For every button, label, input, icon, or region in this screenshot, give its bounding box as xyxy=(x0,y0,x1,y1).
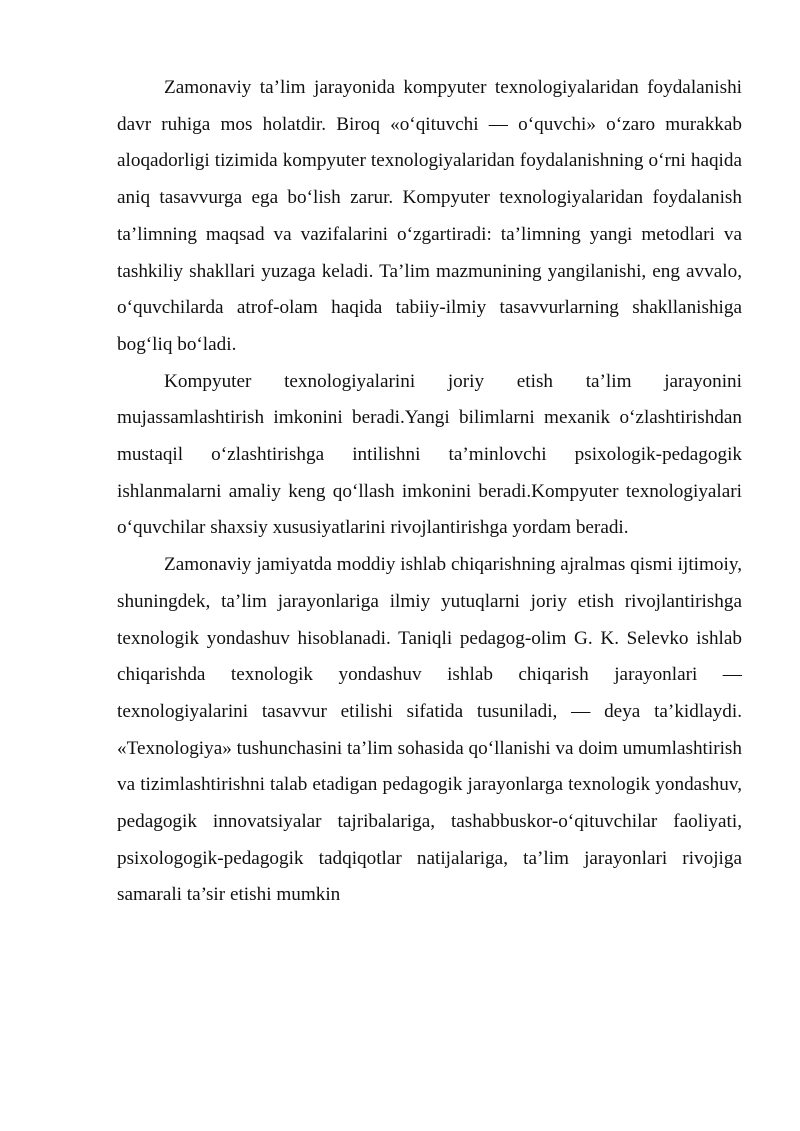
document-page xyxy=(117,70,742,914)
paragraph-1: Zamonaviy ta’lim jarayonida kompyuter texnologiyalaridan foydalanishi davr ruhiga mos holatdir. Biroq «o‘qituvchi — o‘quvchi» o‘zaro murakkab aloqadorligi tizimida kompyuter texnologiyalaridan foydalanishning o‘rni haqida aniq tasavvurga ega bo‘lish zarur. Kompyuter texnologiyalaridan foydalanish ta’limning maqsad va vazifalarini o‘zgartiradi: ta’limning yangi metodlari va tashkiliy shakllari yuzaga keladi. Ta’lim mazmunining yangilanishi, eng avvalo, o‘quvchilarda atrof-olam haqida tabiiy-ilmiy tasavvurlarning shakllanishiga bog‘liq bo‘ladi. xyxy=(117,77,742,355)
paragraph-3: Zamonaviy jamiyatda moddiy ishlab chiqarishning ajralmas qismi ijtimoiy, shuningdek, ta’lim jarayonlariga ilmiy yutuqlarni joriy etish rivojlantirishga texnologik yondashuv hisoblanadi. Taniqli pedagog-olim G. K. Selevko ishlab chiqarishda texnologik yondashuv ishlab chiqarish jarayonlari — texnologiyalarini tasavvur etilishi sifatida tusuniladi, — deya ta’kidlaydi. «Texnologiya» tushunchasini ta’lim sohasida qo‘llanishi va doim umumlashtirish va tizimlashtirishni talab etadigan pedagogik jarayonlarga texnologik yondashuv, pedagogik innovatsiyalar tajribalariga, tashabbuskor-o‘qituvchilar faoliyati, psixologogik-pedagogik tadqiqotlar natijalariga, ta’lim jarayonlari rivojiga samarali ta’sir etishi mumkin xyxy=(117,554,742,906)
paragraph-2: Kompyuter texnologiyalarini joriy etish ta’lim jarayonini mujassamlashtirish imkonini beradi.Yangi bilimlarni mexanik o‘zlashtirishdan mustaqil o‘zlashtirishga intilishni ta’minlovchi psixologik-pedagogik ishlanmalarni amaliy keng qo‘llash imkonini beradi.Kompyuter texnologiyalari o‘quvchilar shaxsiy xususiyatlarini rivojlantirishga yordam beradi. xyxy=(117,370,742,539)
